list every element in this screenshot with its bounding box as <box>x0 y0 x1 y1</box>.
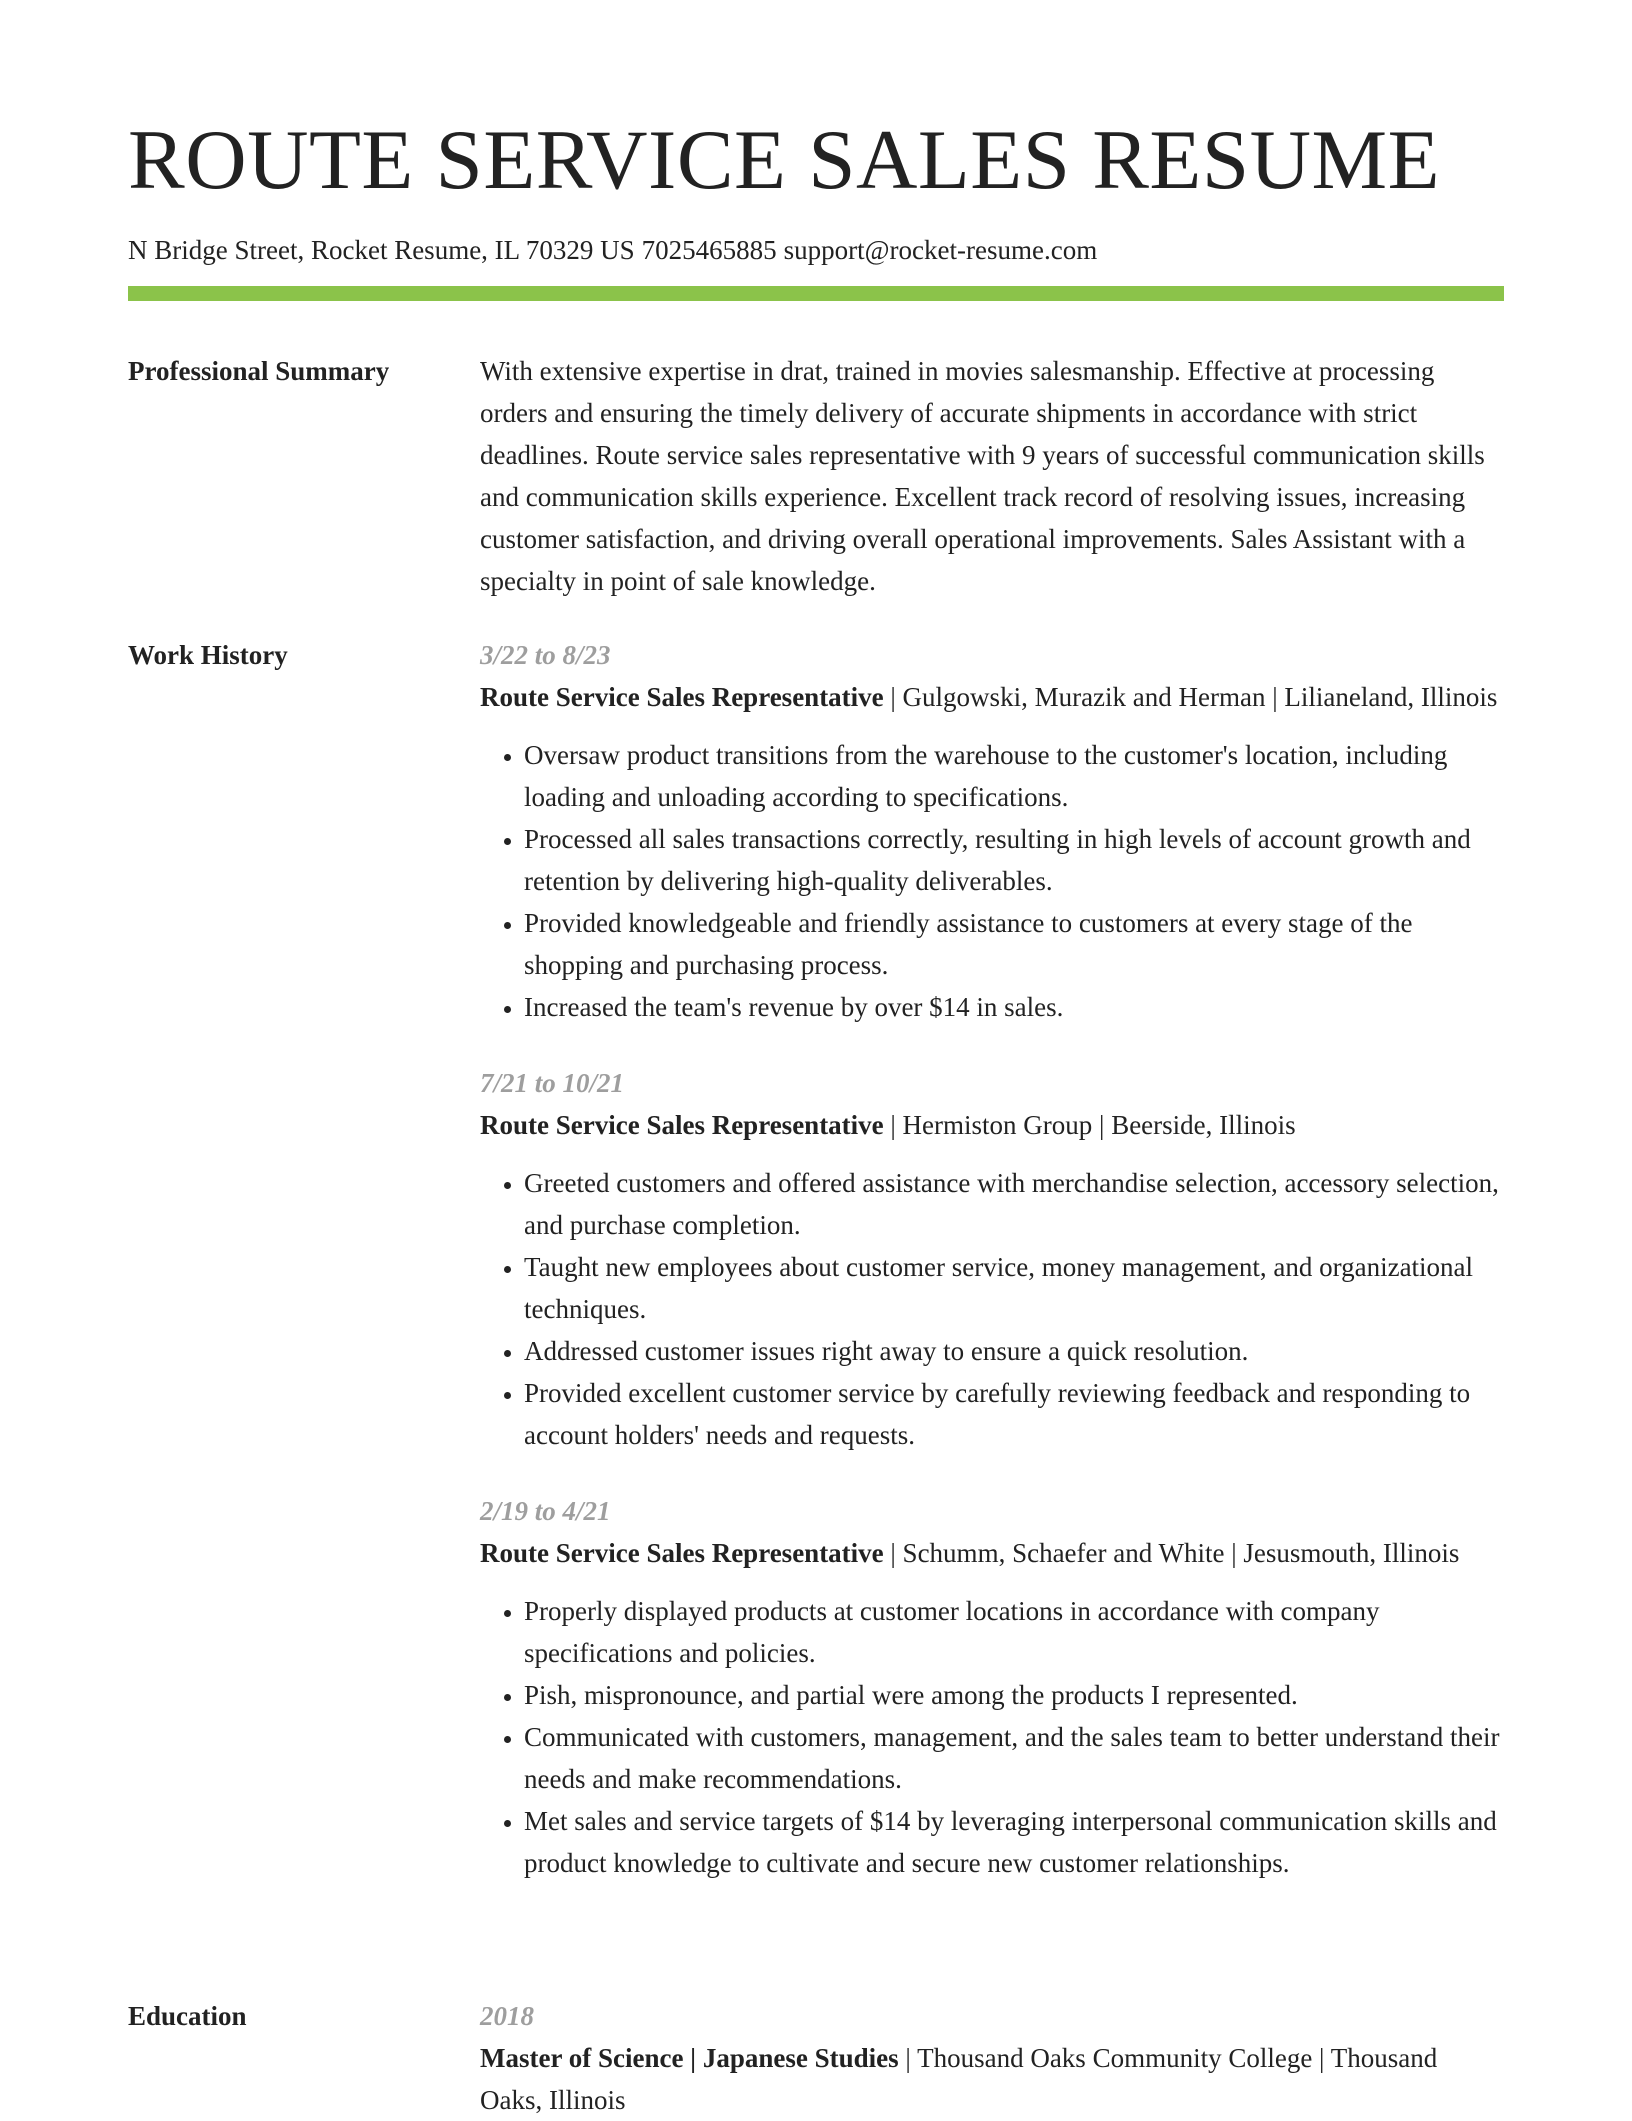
education-details: | Thousand Oaks Community College | Thousand Oaks, Illinois <box>480 2043 1438 2115</box>
job-role-line <box>480 1532 1504 1574</box>
list-item: • Communicated with customers, management, and the sales team to better understand their needs and make recommendations. <box>524 1716 1504 1800</box>
job-role-line <box>480 1104 1504 1146</box>
list-item: • Provided knowledgeable and friendly assistance to customers at every stage of the shopping and purchasing process. <box>524 902 1504 986</box>
list-item: • Greeted customers and offered assistance with merchandise selection, accessory selection, and purchase completion. <box>524 1162 1504 1246</box>
header-divider <box>128 286 1504 301</box>
job-entry <box>480 1062 1504 1456</box>
job-dates: 3/22 to 8/23 <box>480 640 611 670</box>
job-role-line <box>480 676 1504 718</box>
list-item: • Taught new employees about customer service, money management, and organizational techniques. <box>524 1246 1504 1330</box>
education-line <box>480 2037 1504 2121</box>
list-item: • Addressed customer issues right away to ensure a quick resolution. <box>524 1330 1504 1372</box>
work-history-body <box>480 634 1504 1918</box>
job-details: | Hermiston Group | Beerside, Illinois <box>883 1110 1296 1140</box>
list-item: • Met sales and service targets of $14 by leveraging interpersonal communication skills and product knowledge to cultivate and secure new customer relationships. <box>524 1800 1504 1884</box>
job-details: | Schumm, Schaefer and White | Jesusmouth, Illinois <box>883 1538 1460 1568</box>
list-item: • Provided excellent customer service by carefully reviewing feedback and responding to account holders' needs and requests. <box>524 1372 1504 1456</box>
resume-title: ROUTE SERVICE SALES RESUME <box>128 113 1440 207</box>
list-item: • Increased the team's revenue by over $14 in sales. <box>524 986 1504 1028</box>
job-role: Route Service Sales Representative <box>480 1110 884 1140</box>
contact-line <box>128 232 1097 268</box>
list-item: • Properly displayed products at customer locations in accordance with company specifications and policies. <box>524 1590 1504 1674</box>
job-bullets <box>480 1162 1504 1456</box>
contact-address: N Bridge Street, Rocket Resume, IL 70329 US <box>128 235 635 265</box>
list-item: • Oversaw product transitions from the warehouse to the customer's location, including loading and unloading according to specifications. <box>524 734 1504 818</box>
summary-label: Professional Summary <box>128 356 390 386</box>
summary-body <box>480 350 1504 602</box>
job-dates: 2/19 to 4/21 <box>480 1496 611 1526</box>
job-role: Route Service Sales Representative <box>480 682 884 712</box>
list-item: • Processed all sales transactions correctly, resulting in high levels of account growth and retention by delivering high-quality deliverables. <box>524 818 1504 902</box>
summary-text: With extensive expertise in drat, trained in movies salesmanship. Effective at processing orders and ensuring the timely delivery of accurate shipments in accordance with strict deadlines. Route service sales representative with 9 years of successful communication skills and communication skills experience. Excellent track record of resolving issues, increasing customer satisfaction, and driving overall operational improvements. Sales Assistant with a specialty in point of sale knowledge. <box>480 356 1485 596</box>
list-item: • Pish, mispronounce, and partial were among the products I represented. <box>524 1674 1504 1716</box>
education-body <box>480 1995 1504 2121</box>
job-details: | Gulgowski, Murazik and Herman | Lilianeland, Illinois <box>883 682 1498 712</box>
job-role: Route Service Sales Representative <box>480 1538 884 1568</box>
education-label: Education <box>128 2001 247 2031</box>
job-bullets <box>480 1590 1504 1884</box>
job-entry <box>480 1490 1504 1884</box>
job-bullets <box>480 734 1504 1028</box>
work-history-label: Work History <box>128 640 288 670</box>
education-year: 2018 <box>480 2001 534 2031</box>
job-entry <box>480 634 1504 1028</box>
job-dates: 7/21 to 10/21 <box>480 1068 625 1098</box>
contact-email: support@rocket-resume.com <box>783 235 1098 265</box>
contact-phone: 7025465885 <box>641 235 777 265</box>
education-degree: Master of Science | Japanese Studies <box>480 2043 899 2073</box>
